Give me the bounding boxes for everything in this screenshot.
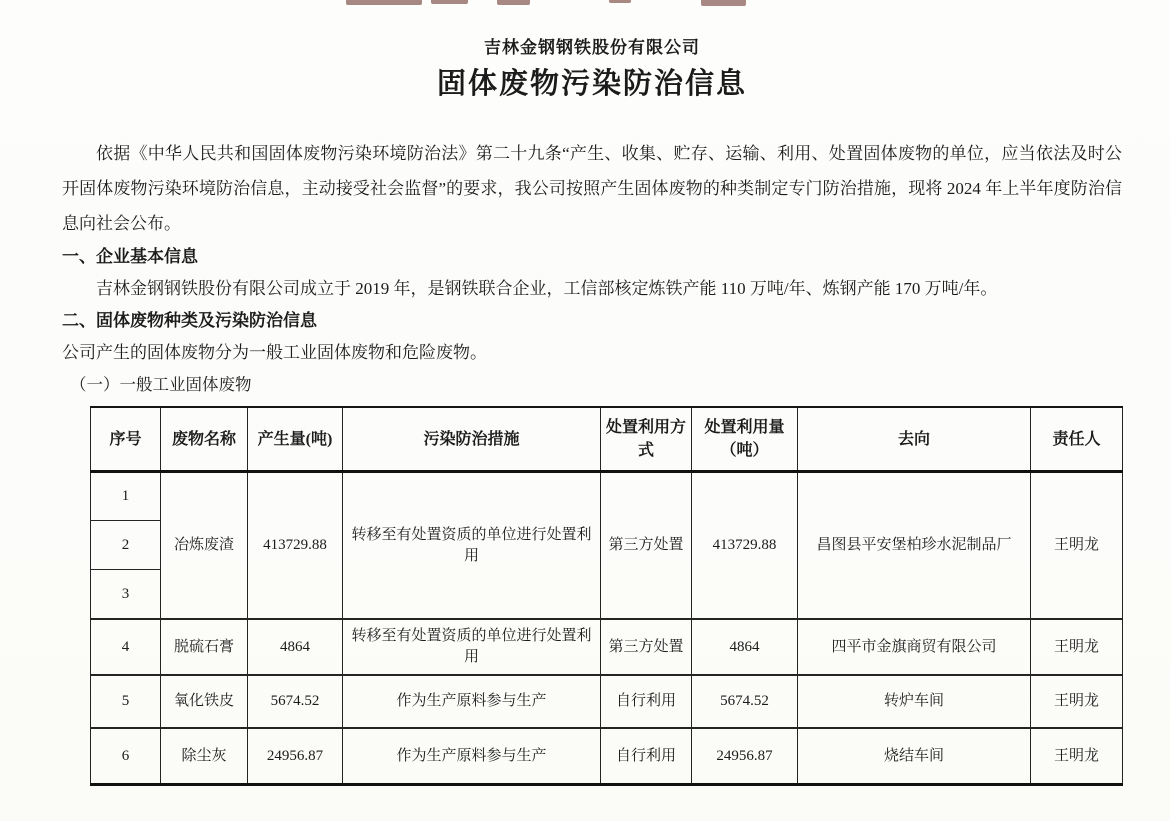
cell-seq: 1	[91, 472, 161, 521]
table-header-row	[91, 407, 1123, 472]
cell-utilized: 24956.87	[692, 728, 798, 785]
table-row	[91, 472, 1123, 521]
subsection-heading: （一）一般工业固体废物	[70, 375, 252, 394]
cell-utilized: 413729.88	[692, 472, 798, 620]
cell-destination: 转炉车间	[798, 675, 1031, 728]
header-utilized: 处置利用量（吨）	[692, 407, 798, 472]
section1-text: 吉林金钢钢铁股份有限公司成立于 2019 年，是钢铁联合企业，工信部核定炼铁产能 110 万吨/年、炼钢产能 170 万吨/年。	[96, 279, 998, 298]
cell-waste-name: 脱硫石膏	[161, 619, 248, 675]
cell-destination: 昌图县平安堡柏珍水泥制品厂	[798, 472, 1031, 620]
cell-person: 王明龙	[1031, 675, 1123, 728]
cutoff-mark	[609, 0, 631, 3]
intro-paragraph: 依据《中华人民共和国固体废物污染环境防治法》第二十九条“产生、收集、贮存、运输、利用、处置固体废物的单位，应当依法及时公开固体废物污染环境防治信息，主动接受社会监督”的要求，我公司按照产生固体废物的种类制定专门防治措施，现将 2024 年上半年度防治信息向社会公布。	[62, 144, 1122, 233]
header-produced: 产生量(吨)	[248, 407, 343, 472]
cell-seq: 6	[91, 728, 161, 785]
table-row	[91, 619, 1123, 675]
cell-seq: 2	[91, 521, 161, 570]
cell-measure: 转移至有处置资质的单位进行处置利用	[343, 619, 601, 675]
cell-person: 王明龙	[1031, 472, 1123, 620]
header-method: 处置利用方式	[601, 407, 692, 472]
cell-seq: 3	[91, 570, 161, 620]
cell-person: 王明龙	[1031, 619, 1123, 675]
header-person: 责任人	[1031, 407, 1123, 472]
cutoff-mark	[701, 0, 746, 6]
cell-method: 自行利用	[601, 675, 692, 728]
cell-measure: 转移至有处置资质的单位进行处置利用	[343, 472, 601, 620]
cell-utilized: 4864	[692, 619, 798, 675]
cell-method: 第三方处置	[601, 619, 692, 675]
cell-waste-name: 氧化铁皮	[161, 675, 248, 728]
cell-produced: 4864	[248, 619, 343, 675]
header-measure: 污染防治措施	[343, 407, 601, 472]
cell-seq: 4	[91, 619, 161, 675]
page-title: 固体废物污染防治信息	[436, 68, 747, 100]
cell-seq: 5	[91, 675, 161, 728]
section2-text: 公司产生的固体废物分为一般工业固体废物和危险废物。	[62, 343, 487, 362]
section2-heading: 二、固体废物种类及污染防治信息	[62, 311, 317, 330]
cell-waste-name: 除尘灰	[161, 728, 248, 785]
header-waste-name: 废物名称	[161, 407, 248, 472]
cell-waste-name: 冶炼废渣	[161, 472, 248, 620]
header-seq: 序号	[91, 407, 161, 472]
cell-produced: 5674.52	[248, 675, 343, 728]
cell-destination: 烧结车间	[798, 728, 1031, 785]
cell-measure: 作为生产原料参与生产	[343, 675, 601, 728]
header-destination: 去向	[798, 407, 1031, 472]
cell-produced: 24956.87	[248, 728, 343, 785]
table-row	[91, 728, 1123, 785]
section1-heading: 一、企业基本信息	[62, 247, 198, 266]
cutoff-mark	[431, 0, 468, 4]
cell-produced: 413729.88	[248, 472, 343, 620]
cell-measure: 作为生产原料参与生产	[343, 728, 601, 785]
cutoff-mark	[497, 0, 530, 5]
cell-person: 王明龙	[1031, 728, 1123, 785]
cell-method: 第三方处置	[601, 472, 692, 620]
general-industrial-waste-table	[90, 406, 1123, 786]
table-row	[91, 675, 1123, 728]
cell-utilized: 5674.52	[692, 675, 798, 728]
company-name: 吉林金钢钢铁股份有限公司	[484, 38, 700, 57]
cell-destination: 四平市金旗商贸有限公司	[798, 619, 1031, 675]
cell-method: 自行利用	[601, 728, 692, 785]
cutoff-mark	[346, 0, 422, 5]
